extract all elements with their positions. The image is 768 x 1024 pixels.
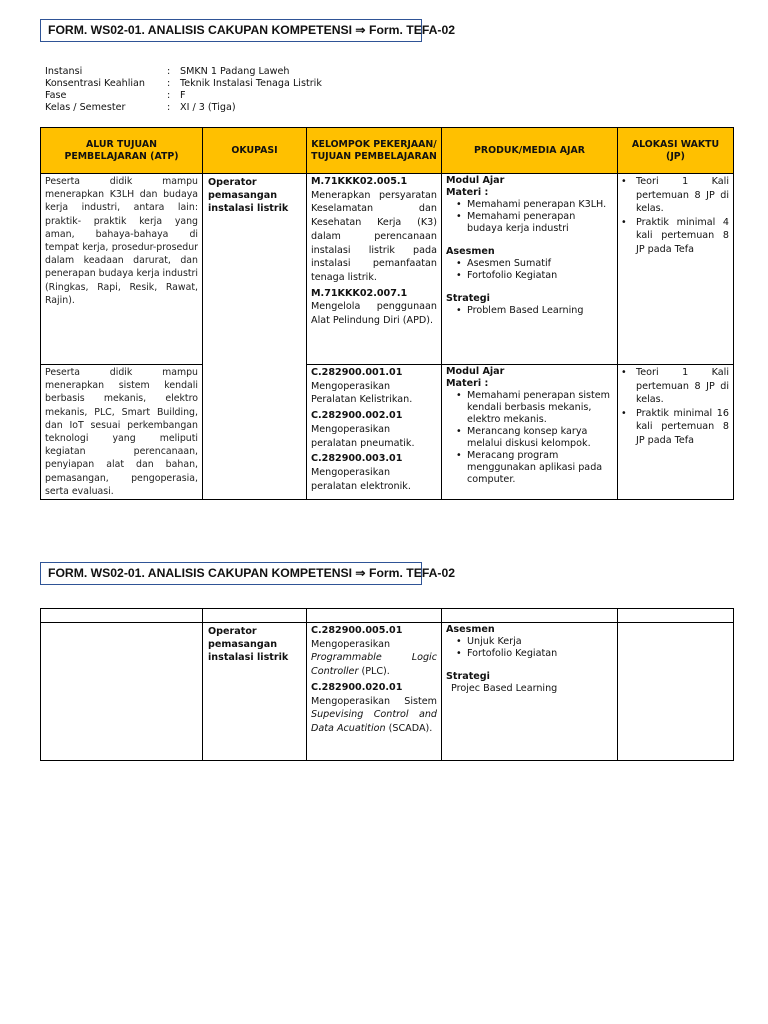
asesmen-label: Asesmen <box>446 246 495 257</box>
list-item: • Unjuk Kerja <box>456 636 613 648</box>
unit-desc: Mengoperasikan Sistem Supevising Control and Data Acuatition (SCADA). <box>311 695 437 734</box>
list-item: • Fortofolio Kegiatan <box>456 648 613 660</box>
identity-label: Fase <box>45 90 67 101</box>
unit-desc: Mengelola penggunaan Alat Pelindung Diri (APD). <box>311 301 437 327</box>
unit-code: M.71KKK02.007.1 <box>311 287 408 299</box>
produk-cell <box>442 174 618 365</box>
produk-cell <box>442 365 618 500</box>
okupasi-line1: Operator <box>208 177 257 188</box>
strategi-label: Strategi <box>446 293 490 304</box>
list-item: • Asesmen Sumatif <box>456 258 613 270</box>
table-row <box>41 623 734 761</box>
strategi-list <box>446 305 613 317</box>
atp-cell <box>41 623 203 761</box>
identity-label: Instansi <box>45 66 83 77</box>
list-item: • Merancang konsep karya melalui diskusi kelompok. <box>456 426 613 450</box>
unit-code: C.282900.020.01 <box>311 681 403 693</box>
alokasi-cell <box>618 623 734 761</box>
list-item: • Praktik minimal 4 kali pertemuan 8 JP pada Tefa <box>620 216 729 257</box>
list-item: • Meracang program menggunakan aplikasi pada computer. <box>456 450 613 486</box>
list-item: • Teori 1 Kali pertemuan 8 JP di kelas. <box>620 175 729 216</box>
identity-row-instansi: Instansi : SMKN 1 Padang Laweh <box>45 66 290 77</box>
unit-code: C.282900.005.01 <box>311 625 403 636</box>
competency-table-continued <box>40 608 734 761</box>
atp-cell: Peserta didik mampu menerapkan sistem kendali berbasis mekanis, elektro mekanis, PLC, Smart Building, dan IoT sesuai perkembangan teknologi yang meliputi kegiatan perencanaan, penyiapan alat dan bahan, pemasangan, pengoperasia, serta evaluasi. <box>41 365 203 500</box>
kelompok-cell <box>307 174 442 365</box>
table-row <box>41 365 734 500</box>
okupasi-cell <box>203 623 307 761</box>
table-row <box>41 174 734 365</box>
identity-label: Konsentrasi Keahlian <box>45 78 146 89</box>
alokasi-cell <box>618 174 734 365</box>
competency-table <box>40 127 734 500</box>
alokasi-cell <box>618 365 734 500</box>
modul-label: Modul Ajar <box>446 366 505 377</box>
list-item: • Fortofolio Kegiatan <box>456 270 613 282</box>
list-item: • Memahami penerapan K3LH. <box>456 199 613 211</box>
asesmen-list <box>446 258 613 282</box>
identity-row-kelas: Kelas / Semester : XI / 3 (Tiga) <box>45 102 236 113</box>
identity-row-fase: Fase : F <box>45 90 186 101</box>
header-alokasi: ALOKASI WAKTU (JP) <box>618 128 734 174</box>
produk-cell <box>442 623 618 761</box>
table-header-row-empty <box>41 609 734 623</box>
table-header-row <box>41 128 734 174</box>
asesmen-list <box>446 636 613 660</box>
unit-code: M.71KKK02.005.1 <box>311 176 408 187</box>
unit-desc: Mengoperasikan peralatan elektronik. <box>311 466 411 492</box>
identity-block <box>45 66 322 114</box>
materi-label: Materi : <box>446 378 489 389</box>
list-item: • Teori 1 Kali pertemuan 8 JP di kelas. <box>620 366 729 407</box>
unit-code: C.282900.002.01 <box>311 410 403 422</box>
header-produk: PRODUK/MEDIA AJAR <box>442 128 618 174</box>
list-item: • Memahami penerapan budaya kerja industri <box>456 211 613 235</box>
unit-desc: Mengoperasikan Peralatan Kelistrikan. <box>311 380 413 406</box>
okupasi-line1: Operator <box>208 626 257 637</box>
identity-value: F <box>180 90 186 101</box>
unit-desc: Mengoperasikan peralatan pneumatik. <box>311 423 415 449</box>
materi-label: Materi : <box>446 187 489 198</box>
okupasi-line2: pemasangan instalasi listrik <box>208 639 289 663</box>
asesmen-label: Asesmen <box>446 624 495 635</box>
unit-code: C.282900.001.01 <box>311 367 403 378</box>
identity-row-konsentrasi: Konsentrasi Keahlian : Teknik Instalasi Tenaga Listrik <box>45 78 322 89</box>
unit-desc: Menerapkan persyaratan Keselamatan dan Kesehatan Kerja (K3) dalam perencanaan instalasi listrik pada instalasi pemanfaatan tenaga listrik. <box>311 189 437 283</box>
header-atp: ALUR TUJUAN PEMBELAJARAN (ATP) <box>41 128 203 174</box>
header-kelompok: KELOMPOK PEKERJAAN/ TUJUAN PEMBELAJARAN <box>307 128 442 174</box>
list-item: • Praktik minimal 16 kali pertemuan 8 JP pada Tefa <box>620 407 729 448</box>
okupasi-line2: pemasangan instalasi listrik <box>208 190 289 214</box>
unit-code: C.282900.003.01 <box>311 453 403 465</box>
strategi-label: Strategi <box>446 671 490 682</box>
unit-desc: Mengoperasikan Programmable Logic Controller (PLC). <box>311 638 437 678</box>
list-item: • Memahami penerapan sistem kendali berbasis mekanis, elektro mekanis. <box>456 390 613 426</box>
okupasi-cell <box>203 174 307 500</box>
list-item: • Problem Based Learning <box>456 305 613 317</box>
identity-label: Kelas / Semester <box>45 102 126 113</box>
form-title: FORM. WS02-01. ANALISIS CAKUPAN KOMPETENSI ⇒ Form. TEFA-02 <box>40 19 422 42</box>
materi-list <box>446 390 613 486</box>
atp-cell: Peserta didik mampu menerapkan K3LH dan budaya kerja industri, antara lain: praktik- praktik kerja yang aman, bahaya-bahaya di tempat kerja, prosedur-prosedur dalam keadaan darurat, dan penerapan budaya kerja industri (Ringkas, Rapi, Resik, Rawat, Rajin). <box>41 174 203 365</box>
identity-value: XI / 3 (Tiga) <box>180 102 236 113</box>
identity-value: Teknik Instalasi Tenaga Listrik <box>180 78 322 89</box>
kelompok-cell <box>307 365 442 500</box>
form-title: FORM. WS02-01. ANALISIS CAKUPAN KOMPETENSI ⇒ Form. TEFA-02 <box>40 562 422 585</box>
kelompok-cell <box>307 623 442 761</box>
identity-value: SMKN 1 Padang Laweh <box>180 66 290 77</box>
materi-list <box>446 199 613 235</box>
modul-label: Modul Ajar <box>446 175 505 186</box>
header-okupasi: OKUPASI <box>203 128 307 174</box>
strategi-value: Projec Based Learning <box>451 683 558 694</box>
